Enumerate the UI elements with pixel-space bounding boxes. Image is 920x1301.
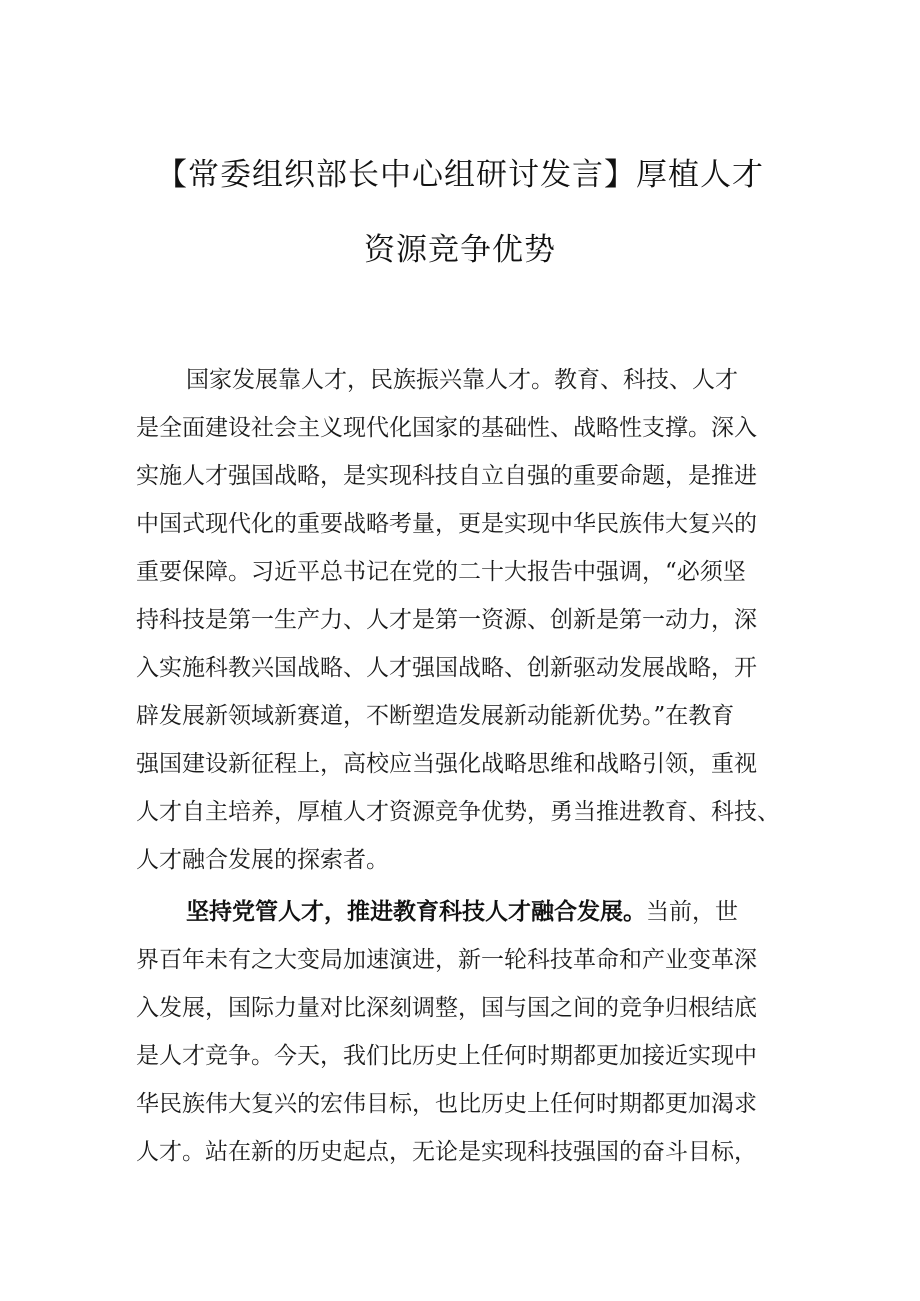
paragraph-line: 入发展，国际力量对比深刻调整，国与国之间的竞争归根结底: [136, 995, 757, 1021]
paragraph-line: 重要保障。习近平总书记在党的二十大报告中强调，“必须坚: [136, 559, 746, 585]
paragraph-line: 国家发展靠人才，民族振兴靠人才。教育、科技、人才: [186, 367, 738, 393]
paragraph-line: 是人才竞争。今天，我们比历史上任何时期都更加接近实现中: [136, 1043, 757, 1069]
document-title-line-1: 【常委组织部长中心组研讨发言】厚植人才: [156, 157, 764, 193]
document-title-line-2: 资源竞争优势: [364, 232, 556, 268]
paragraph-line: 辟发展新领域新赛道，不断塑造发展新动能新优势。”在教育: [136, 703, 735, 729]
paragraph-line: 强国建设新征程上，高校应当强化战略思维和战略引领，重视: [136, 751, 757, 777]
paragraph-line: 持科技是第一生产力、人才是第一资源、创新是第一动力，深: [136, 607, 757, 633]
paragraph-line: 人才自主培养，厚植人才资源竞争优势，勇当推进教育、科技、: [136, 799, 780, 825]
paragraph-text: 当前，世: [646, 899, 738, 925]
paragraph-line: 中国式现代化的重要战略考量，更是实现中华民族伟大复兴的: [136, 511, 757, 537]
paragraph-line: 人才。站在新的历史起点，无论是实现科技强国的奋斗目标，: [136, 1139, 757, 1165]
paragraph-heading: 坚持党管人才，推进教育科技人才融合发展。: [186, 899, 646, 925]
paragraph-line: [186, 888, 738, 936]
paragraph-line: 华民族伟大复兴的宏伟目标，也比历史上任何时期都更加渴求: [136, 1091, 757, 1117]
paragraph-line: 人才融合发展的探索者。: [136, 847, 389, 873]
paragraph-line: 入实施科教兴国战略、人才强国战略、创新驱动发展战略，开: [136, 655, 757, 681]
paragraph-line: 是全面建设社会主义现代化国家的基础性、战略性支撑。深入: [136, 415, 757, 441]
paragraph-line: 实施人才强国战略，是实现科技自立自强的重要命题，是推进: [136, 463, 757, 489]
paragraph-line: 界百年未有之大变局加速演进，新一轮科技革命和产业变革深: [136, 947, 757, 973]
